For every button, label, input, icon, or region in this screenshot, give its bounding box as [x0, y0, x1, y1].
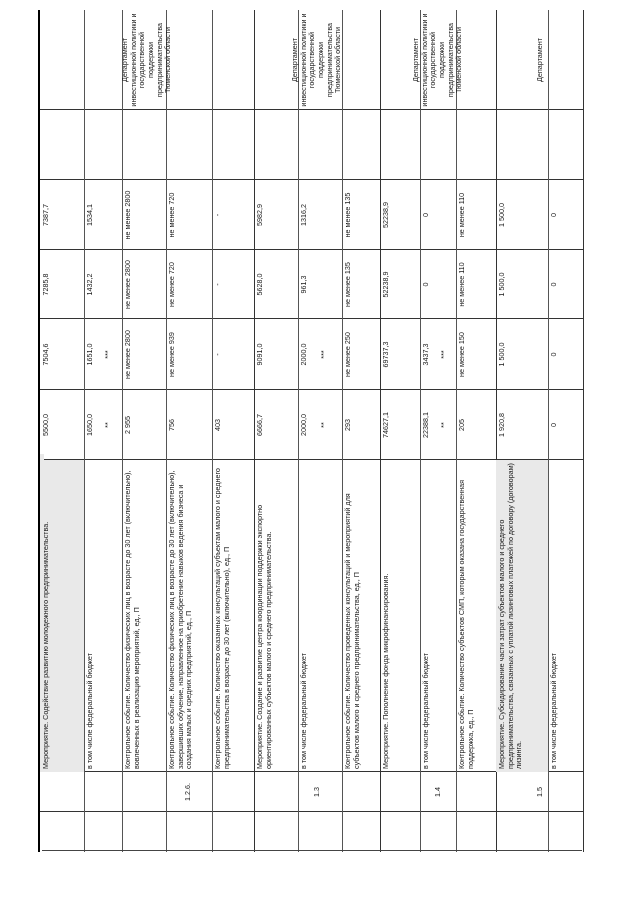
row-label: Мероприятие. Субсидирование части затрат субъектов малого и среднего предпринимательства, связанных с уплатой лизинговых платежей по договору (договорам) лизинга. [496, 460, 548, 772]
footnote-mark: *** [439, 350, 448, 359]
value-cell: не менее 2800 [123, 190, 132, 240]
value-cell: 7504,6 [41, 343, 50, 366]
responsible-department: Департамент [534, 38, 544, 83]
row-label: в том числе федеральный бюджет [299, 653, 308, 769]
value-cell: 22388,1 [421, 412, 430, 438]
value-cell: не менее 110 [457, 192, 466, 238]
rotated-page [38, 10, 584, 852]
footnote-mark: ** [319, 422, 328, 428]
value-cell: 293 [343, 419, 352, 431]
value-cell: не менее 150 [457, 332, 466, 377]
row-label: Мероприятие. Пополнение фонда микрофинансирования. [381, 573, 390, 769]
value-cell: 961,3 [299, 275, 308, 294]
value-cell: не менее 110 [457, 262, 466, 307]
value-cell: 0 [421, 213, 430, 217]
row-label: Контрольное событие. Количество проведенных консультаций и мероприятий для субъектов малого и среднего предпринимательства, ед., П [343, 493, 361, 769]
value-cell: 0 [421, 282, 430, 287]
footnote-mark: ** [103, 422, 112, 428]
value-cell: 2000,0 [299, 414, 308, 436]
row-label: Контрольное событие. Количество физических лиц в возрасте до 30 лет (включительно), завершивших обучение, направленное на приобретение навыков ведения бизнеса и создания малых и средних предприятий, ед., П [167, 470, 194, 769]
row-label: в том числе федеральный бюджет [421, 653, 430, 769]
value-cell: не менее 135 [343, 262, 352, 307]
value-cell: 756 [167, 419, 176, 431]
row-label: в том числе федеральный бюджет [85, 653, 94, 769]
value-cell: 9091,0 [255, 343, 264, 366]
responsible-department: Департамент инвестиционной политики и государственной поддержки предпринимательства Тюменской области [120, 13, 173, 107]
value-cell: 69737,3 [381, 341, 390, 368]
row-label: Мероприятие. Создание и развитие центра координации поддержки экспортно ориентированных субъектов малого и среднего предпринимательства. [255, 504, 273, 769]
value-cell: - [213, 213, 222, 217]
row-label: Контрольное событие. Количество оказанных консультаций субъектам малого и среднего предпринимательства в возрасте до 30 лет (включительно), ед., П [213, 468, 231, 769]
value-cell: 1650,0 [85, 414, 94, 436]
value-cell: 5500,0 [41, 414, 50, 436]
row-number: 1.3 [311, 787, 321, 797]
value-cell: 1 920,8 [497, 413, 506, 437]
value-cell: 5982,9 [255, 204, 264, 226]
value-cell: 1 500,0 [497, 342, 506, 367]
footnote-mark: *** [103, 350, 112, 359]
row-label: Контрольное событие. Количество физических лиц в возрасте до 30 лет (включительно), вовлеченных в реализацию мероприятий, ед., П [123, 470, 141, 769]
value-cell: 6666,7 [255, 414, 264, 436]
value-cell: 403 [213, 419, 222, 431]
value-cell: 0 [549, 282, 558, 287]
value-cell: 5628,0 [255, 273, 264, 296]
value-cell: 7285,8 [41, 273, 50, 296]
responsible-department: Департамент инвестиционной политики и государственной поддержки предпринимательства Тюменской области [290, 13, 343, 107]
value-cell: 0 [549, 213, 558, 217]
row-label: Контрольное событие. Количество субъектов СМП, которым оказана государственная поддержка, ед., П [457, 479, 475, 769]
value-cell: 0 [549, 423, 558, 427]
value-cell: - [213, 283, 222, 286]
value-cell: не менее 939 [167, 332, 176, 377]
grid-line [583, 10, 584, 852]
page-edge-line [42, 850, 582, 851]
row-number: 1.4 [432, 787, 442, 797]
value-cell: 2 955 [123, 416, 132, 434]
value-cell: 1432,2 [85, 273, 94, 296]
responsible-department: Департамент инвестиционной политики и государственной поддержки предпринимательства Тюменской области [411, 13, 464, 107]
value-cell: 52238,9 [381, 202, 390, 228]
value-cell: 205 [457, 419, 466, 431]
value-cell: - [213, 353, 222, 356]
value-cell: не менее 720 [167, 192, 176, 238]
value-cell: 74627,1 [381, 412, 390, 438]
value-cell: не менее 2800 [123, 330, 132, 379]
row-number: 1.5 [534, 787, 544, 797]
value-cell: 1316,2 [299, 204, 308, 226]
row-label: в том числе федеральный бюджет [549, 653, 558, 769]
value-cell: не менее 2800 [123, 260, 132, 309]
value-cell: 7387,7 [41, 204, 50, 226]
value-cell: 1651,0 [85, 343, 94, 366]
value-cell: не менее 135 [343, 192, 352, 238]
value-cell: 52238,9 [381, 271, 390, 298]
row-label: Мероприятие. Содействие развитию молодежного предпринимательства. [40, 460, 84, 772]
value-cell: 3437,3 [421, 343, 430, 366]
value-cell: 1 500,0 [497, 203, 506, 227]
program-table [38, 10, 584, 852]
value-cell: не менее 250 [343, 332, 352, 377]
value-cell: 2000,0 [299, 343, 308, 366]
row-number: 1.2.6. [182, 783, 192, 801]
value-cell: 1534,1 [85, 204, 94, 226]
value-cell: не менее 720 [167, 262, 176, 307]
footnote-mark: ** [439, 422, 448, 428]
value-cell: 0 [549, 352, 558, 357]
value-cell: 1 500,0 [497, 272, 506, 297]
footnote-mark: *** [319, 350, 328, 359]
